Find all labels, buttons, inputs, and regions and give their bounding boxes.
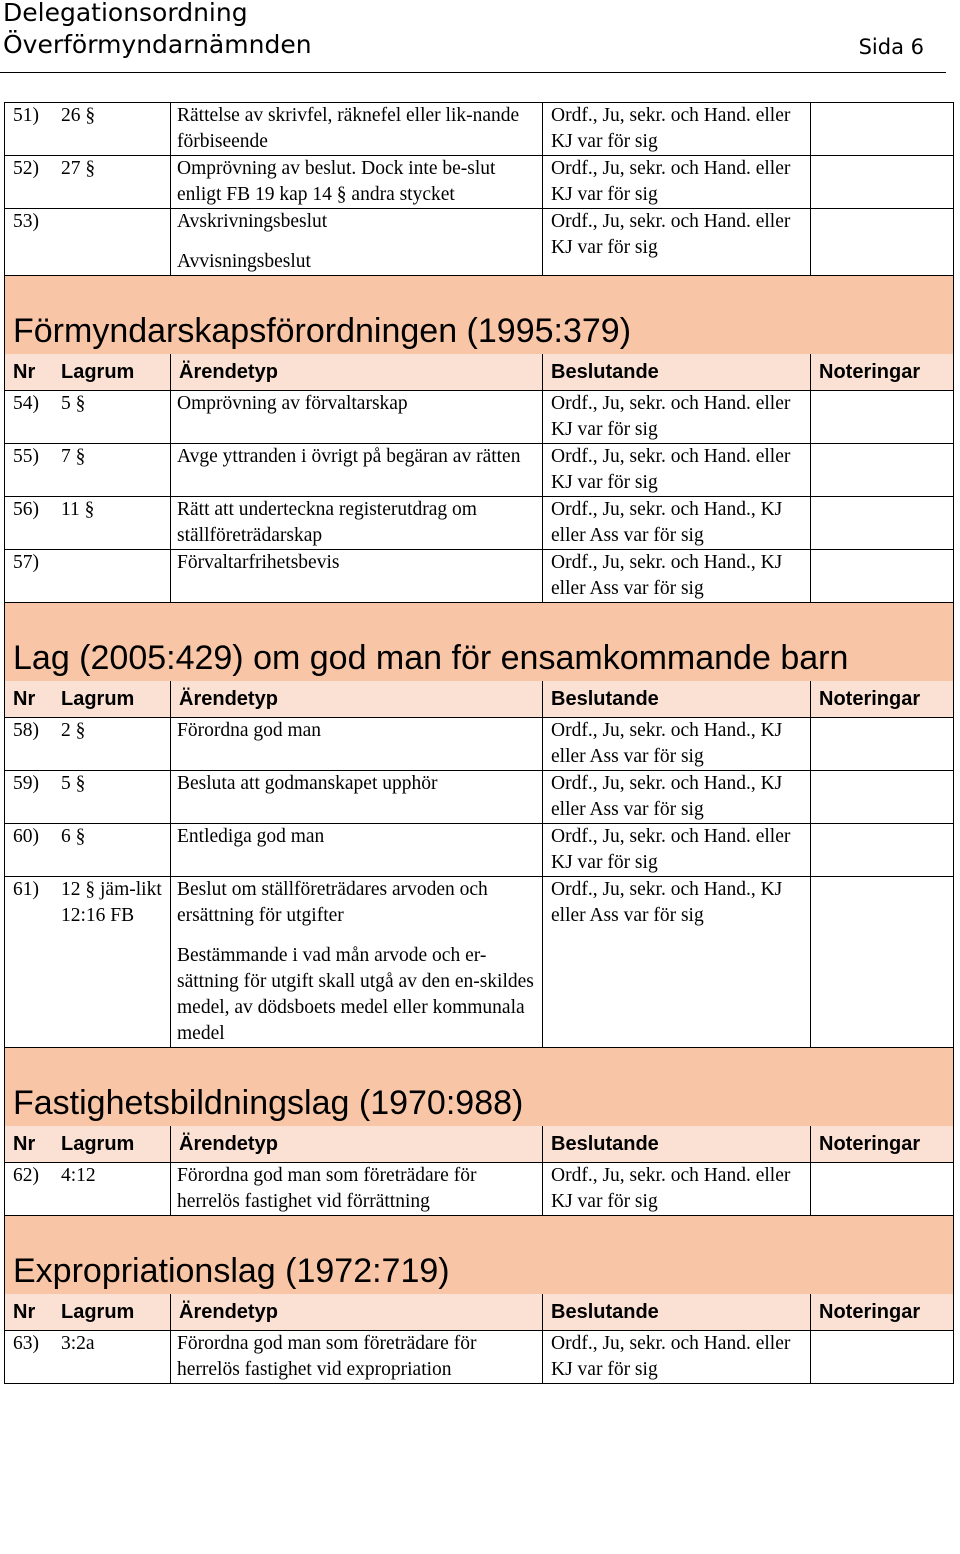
lagrum-text: 12 § jäm-likt 12:16 FB (61, 879, 162, 926)
column-header-row (5, 1126, 954, 1163)
row-number-cell (5, 444, 171, 497)
row-number-cell (5, 877, 171, 1048)
row-number: 62) (13, 1165, 39, 1186)
column-header-row (5, 354, 954, 391)
table-row (5, 550, 954, 603)
table-row (5, 771, 954, 824)
row-number: 54) (13, 393, 39, 414)
column-header-nr-lagrum (5, 681, 171, 718)
beslutande-cell (543, 156, 811, 209)
row-number-group (13, 1331, 170, 1357)
column-header-row (5, 1294, 954, 1331)
section-title-row (5, 1048, 954, 1127)
column-header-lagrum: Lagrum (61, 1133, 135, 1155)
column-header-arendetyp: Ärendetyp (171, 681, 543, 718)
noteringar-cell (811, 209, 954, 276)
column-header-arendetyp: Ärendetyp (171, 1126, 543, 1163)
column-header-nr-lagrum (5, 1294, 171, 1331)
arendetyp-text: Bestämmande i vad mån arvode och er-sättning för utgift skall utgå av den en-skildes medel, av dödsboets medel eller kommunala medel (177, 945, 534, 1044)
arendetyp-cell (171, 444, 543, 497)
table-row (5, 444, 954, 497)
section-title-cell (5, 1216, 954, 1295)
lagrum-text: 3:2a (61, 1333, 95, 1354)
beslutande-text: Ordf., Ju, sekr. och Hand. eller KJ var för sig (551, 446, 791, 493)
arendetyp-text: Förordna god man som företrädare för herrelös fastighet vid expropriation (177, 1333, 477, 1380)
column-header-group (13, 1294, 162, 1330)
row-number-cell (5, 209, 171, 276)
lagrum-text (61, 550, 170, 576)
arendetyp-text: Beslut om ställföreträdares arvoden och ersättning för utgifter (177, 879, 488, 926)
arendetyp-text: Förordna god man som företrädare för herrelös fastighet vid förrättning (177, 1165, 477, 1212)
row-number-cell (5, 771, 171, 824)
arendetyp-text: Rättelse av skrivfel, räknefel eller lik-nande förbiseende (177, 105, 520, 152)
arendetyp-cell (171, 103, 543, 156)
arendetyp-cell (171, 771, 543, 824)
column-header-beslutande: Beslutande (543, 1126, 811, 1163)
column-header-noteringar: Noteringar (811, 681, 954, 718)
table-row (5, 156, 954, 209)
arendetyp-cell (171, 209, 543, 276)
column-header-noteringar: Noteringar (811, 1126, 954, 1163)
beslutande-cell (543, 877, 811, 1048)
beslutande-text: Ordf., Ju, sekr. och Hand., KJ eller Ass var för sig (551, 499, 783, 546)
row-number: 56) (13, 499, 39, 520)
column-header-nr-lagrum (5, 1126, 171, 1163)
column-header-lagrum: Lagrum (61, 361, 135, 383)
row-number: 61) (13, 879, 39, 900)
noteringar-cell (811, 391, 954, 444)
beslutande-text: Ordf., Ju, sekr. och Hand. eller KJ var för sig (551, 211, 791, 258)
beslutande-cell (543, 1163, 811, 1216)
row-number-group (13, 156, 170, 182)
table-row (5, 209, 954, 276)
row-number-cell (5, 1163, 171, 1216)
lagrum-text: 5 § (61, 393, 86, 414)
column-header-row (5, 681, 954, 718)
beslutande-text: Ordf., Ju, sekr. och Hand., KJ eller Ass var för sig (551, 773, 783, 820)
arendetyp-text: Förvaltarfrihetsbevis (177, 552, 340, 573)
arendetyp-text: Entlediga god man (177, 826, 325, 847)
delegation-table (4, 102, 954, 1384)
row-number: 57) (13, 552, 39, 573)
arendetyp-cell (171, 497, 543, 550)
row-number-group (13, 103, 170, 129)
section-title: Expropriationslag (1972:719) (13, 1252, 450, 1290)
arendetyp-text: Avge yttranden i övrigt på begäran av rätten (177, 446, 521, 467)
lagrum-text (61, 209, 170, 235)
row-number: 58) (13, 720, 39, 741)
row-number: 63) (13, 1333, 39, 1354)
row-number-cell (5, 156, 171, 209)
lagrum-text: 11 § (61, 499, 95, 520)
noteringar-cell (811, 1163, 954, 1216)
row-number-cell (5, 1331, 171, 1384)
arendetyp-text: Omprövning av förvaltarskap (177, 393, 408, 414)
noteringar-cell (811, 497, 954, 550)
column-header-beslutande: Beslutande (543, 681, 811, 718)
column-header-beslutande: Beslutande (543, 1294, 811, 1331)
column-header-nr: Nr (13, 1133, 36, 1155)
column-header-arendetyp: Ärendetyp (171, 1294, 543, 1331)
noteringar-cell (811, 824, 954, 877)
lagrum-text: 6 § (61, 826, 86, 847)
beslutande-text: Ordf., Ju, sekr. och Hand. eller KJ var för sig (551, 105, 791, 152)
beslutande-text: Ordf., Ju, sekr. och Hand. eller KJ var för sig (551, 826, 791, 873)
arendetyp-text: Avvisningsbeslut (177, 251, 311, 272)
row-number-group (13, 497, 170, 523)
beslutande-cell (543, 444, 811, 497)
row-number-group (13, 824, 170, 850)
arendetyp-cell (171, 824, 543, 877)
column-header-lagrum: Lagrum (61, 1301, 135, 1323)
noteringar-cell (811, 771, 954, 824)
page-header (0, 0, 946, 73)
table-row (5, 103, 954, 156)
noteringar-cell (811, 877, 954, 1048)
lagrum-text: 7 § (61, 446, 86, 467)
row-number-group (13, 391, 170, 417)
beslutande-text: Ordf., Ju, sekr. och Hand., KJ eller Ass var för sig (551, 552, 783, 599)
section-title-cell (5, 276, 954, 355)
section-title-cell (5, 603, 954, 682)
beslutande-cell (543, 550, 811, 603)
noteringar-cell (811, 444, 954, 497)
section-title: Lag (2005:429) om god man för ensamkommande barn (13, 639, 849, 677)
column-header-arendetyp: Ärendetyp (171, 354, 543, 391)
noteringar-cell (811, 103, 954, 156)
table-row (5, 877, 954, 1048)
row-number-cell (5, 391, 171, 444)
organization-name: Överförmyndarnämnden (3, 30, 312, 59)
column-header-nr: Nr (13, 688, 36, 710)
row-number-group (13, 718, 170, 744)
table-row (5, 1163, 954, 1216)
column-header-group (13, 1126, 162, 1162)
noteringar-cell (811, 156, 954, 209)
lagrum-text: 5 § (61, 773, 86, 794)
beslutande-text: Ordf., Ju, sekr. och Hand. eller KJ var för sig (551, 1165, 791, 1212)
arendetyp-cell (171, 550, 543, 603)
row-number-group (13, 1163, 170, 1189)
section-title-row (5, 1216, 954, 1295)
beslutande-cell (543, 103, 811, 156)
lagrum-text: 27 § (61, 158, 96, 179)
column-header-beslutande: Beslutande (543, 354, 811, 391)
row-number-cell (5, 824, 171, 877)
section-title: Fastighetsbildningslag (1970:988) (13, 1084, 524, 1122)
row-number-group (13, 444, 170, 470)
beslutande-cell (543, 824, 811, 877)
row-number-group (13, 771, 170, 797)
lagrum-text: 2 § (61, 720, 86, 741)
row-number-cell (5, 103, 171, 156)
document-title: Delegationsordning (3, 0, 248, 27)
column-header-noteringar: Noteringar (811, 354, 954, 391)
section-title-row (5, 276, 954, 355)
column-header-noteringar: Noteringar (811, 1294, 954, 1331)
table-row (5, 824, 954, 877)
row-number: 51) (13, 105, 39, 126)
column-header-nr-lagrum (5, 354, 171, 391)
row-number-group (13, 877, 170, 929)
row-number-group (13, 209, 170, 235)
table-row (5, 497, 954, 550)
noteringar-cell (811, 718, 954, 771)
arendetyp-text: Rätt att underteckna registerutdrag om ställföreträdarskap (177, 499, 477, 546)
arendetyp-text: Avskrivningsbeslut (177, 211, 328, 232)
arendetyp-cell (171, 1331, 543, 1384)
noteringar-cell (811, 1331, 954, 1384)
row-number: 52) (13, 158, 39, 179)
beslutande-text: Ordf., Ju, sekr. och Hand. eller KJ var för sig (551, 393, 791, 440)
column-header-group (13, 681, 162, 717)
arendetyp-cell (171, 391, 543, 444)
column-header-lagrum: Lagrum (61, 688, 135, 710)
arendetyp-text: Omprövning av beslut. Dock inte be-slut enligt FB 19 kap 14 § andra stycket (177, 158, 496, 205)
beslutande-cell (543, 497, 811, 550)
row-number-cell (5, 550, 171, 603)
beslutande-text: Ordf., Ju, sekr. och Hand. eller KJ var för sig (551, 158, 791, 205)
beslutande-text: Ordf., Ju, sekr. och Hand., KJ eller Ass var för sig (551, 879, 783, 926)
row-number: 59) (13, 773, 39, 794)
beslutande-cell (543, 209, 811, 276)
table-row (5, 718, 954, 771)
row-number: 60) (13, 826, 39, 847)
section-title-cell (5, 1048, 954, 1127)
arendetyp-text: Förordna god man (177, 720, 322, 741)
arendetyp-cell (171, 1163, 543, 1216)
page-number: Sida 6 (858, 35, 924, 59)
row-number: 55) (13, 446, 39, 467)
arendetyp-cell (171, 877, 543, 1048)
beslutande-cell (543, 718, 811, 771)
row-number-group (13, 550, 170, 576)
column-header-nr: Nr (13, 1301, 36, 1323)
lagrum-text: 4:12 (61, 1165, 96, 1186)
row-number-cell (5, 497, 171, 550)
row-number-cell (5, 718, 171, 771)
section-title: Förmyndarskapsförordningen (1995:379) (13, 312, 632, 350)
beslutande-cell (543, 771, 811, 824)
arendetyp-cell (171, 718, 543, 771)
table-row (5, 391, 954, 444)
noteringar-cell (811, 550, 954, 603)
beslutande-cell (543, 391, 811, 444)
table-row (5, 1331, 954, 1384)
row-number: 53) (13, 211, 39, 232)
beslutande-text: Ordf., Ju, sekr. och Hand. eller KJ var för sig (551, 1333, 791, 1380)
column-header-nr: Nr (13, 361, 36, 383)
arendetyp-text: Besluta att godmanskapet upphör (177, 773, 438, 794)
section-title-row (5, 603, 954, 682)
beslutande-text: Ordf., Ju, sekr. och Hand., KJ eller Ass var för sig (551, 720, 783, 767)
column-header-group (13, 354, 162, 390)
beslutande-cell (543, 1331, 811, 1384)
lagrum-text: 26 § (61, 105, 96, 126)
arendetyp-cell (171, 156, 543, 209)
